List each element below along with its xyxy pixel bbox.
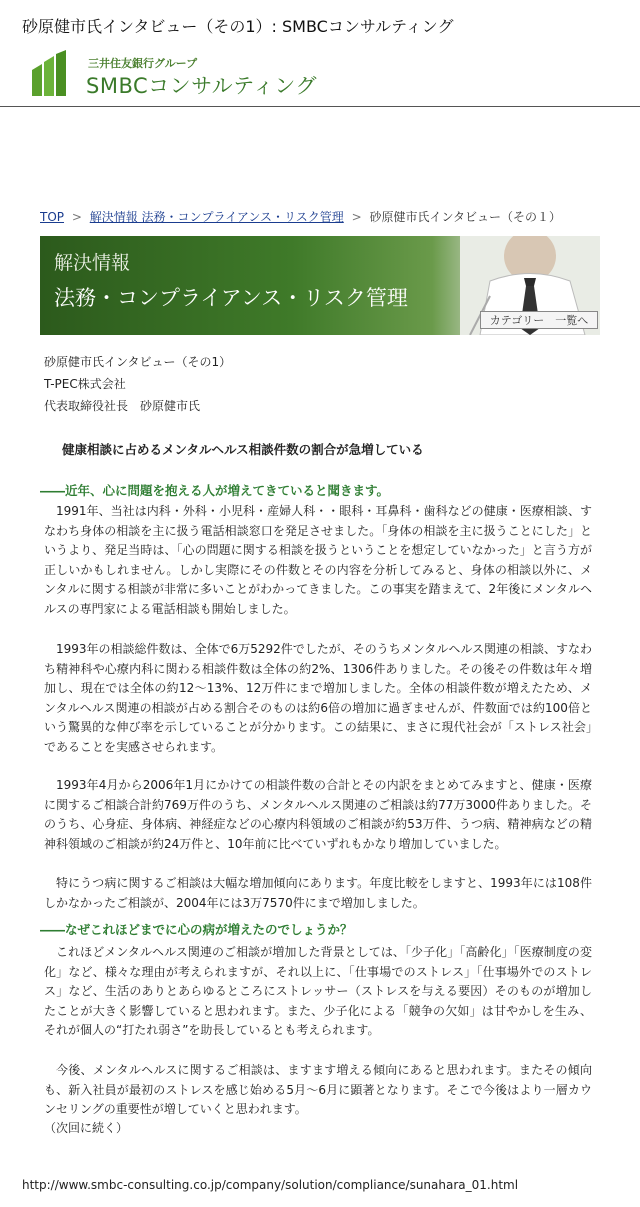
logo-group-name: 三井住友銀行グループ (88, 57, 198, 70)
answer-paragraph: 今後、メンタルヘルスに関するご相談は、ますます増える傾向にあると思われます。またその傾向も、新入社員が最初のストレスを感じ始める5月～6月に顕著となります。そこで今後はより一層カウンセリングの重要性が増していくと思われます。 (44, 1063, 592, 1117)
answer-paragraph: これほどメンタルヘルス関連のご相談が増加した背景としては、「少子化」「高齢化」「医療制度の変化」など、様々な理由が考えられますが、それ以上に、「仕事場でのストレス」「仕事場外でのストレス」など、生活のありとあらゆるところにストレッサー（ストレスを与える要因）そのものが増加したことが大きく影響していると思われます。また、少子化による「競争の欠如」は甘やかしを生み、それが個人の“打たれ弱さ”を助長しているとも考えられます。 (44, 945, 592, 1038)
breadcrumb-separator-icon: > (351, 210, 362, 224)
article-byline (44, 351, 231, 417)
banner-category: 解決情報 (54, 252, 131, 274)
article-headline: 健康相談に占めるメンタルヘルス相談件数の割合が急増している (62, 442, 424, 457)
category-banner (40, 236, 600, 335)
page-title: 砂原健市氏インタビュー（その1）: SMBCコンサルティング (22, 17, 454, 36)
interview-question-2: ――なぜこれほどまでに心の病が増えたのでしょうか？ (40, 922, 353, 937)
byline-company: T-PEC株式会社 (44, 377, 126, 391)
answer-paragraph: 1993年4月から2006年1月にかけての相談件数の合計とその内訳をまとめてみますと、健康・医療に関するご相談合計約769万件のうち、メンタルヘルス関連のご相談は約77万3000件ありました。そのうち、心身症、身体病、神経症などの心療内科領域のご相談が約53万件、うつ病、精神病などの精神科領域のご相談が約24万件と、10年前に比べていずれもかなり増加していました。 (44, 778, 592, 851)
to-be-continued-note: （次回に続く） (44, 1121, 129, 1135)
logo-company-name: SMBCコンサルティング (86, 74, 317, 98)
breadcrumb-top-link[interactable]: TOP (40, 210, 65, 224)
answer-paragraph: 1993年の相談総件数は、全体で6万5292件でしたが、そのうちメンタルヘルス関連の相談、すなわち精神科や心療内科に関わる相談件数は全体の約2%、1306件ありました。その後その件数は年々増加し、現在では全体の約12～13%、12万件にまで増加しました。全体の相談件数が増えたため、メンタルヘルス関連の相談が占める割合そのものは約6倍の増加に過ぎませんが、件数面では約100倍という驚異的な伸び率を示していることが分かります。この結果に、まさに現代社会が「ストレス社会」であることを実感させられます。 (44, 642, 592, 754)
category-list-button[interactable]: カテゴリー 一覧へ (480, 311, 598, 329)
smbc-logo-mark-icon (30, 50, 68, 98)
banner-title: 法務・コンプライアンス・リスク管理 (54, 286, 408, 310)
smbc-logo[interactable] (30, 50, 430, 100)
answer-paragraph: 1991年、当社は内科・外科・小児科・産婦人科・・眼科・耳鼻科・歯科などの健康・医療相談、すなわち身体の相談を主に扱う電話相談窓口を発足させました。「身体の相談を主に扱うことにした」というより、発足当時は、「心の問題に関する相談を扱うということを想定していなかった」と言う方が正しいかもしれません。しかし実際にその件数とその内容を分析してみると、身体の相談以外に、メンタルに関する相談が非常に多いことがわかってきました。この事実を踏まえて、2年後にメンタルヘルスの専門家による電話相談も開始しました。 (44, 504, 592, 616)
breadcrumb (40, 208, 620, 225)
breadcrumb-current: 砂原健市氏インタビュー（その１） (369, 210, 562, 224)
breadcrumb-separator-icon: > (71, 210, 82, 224)
breadcrumb-category-link[interactable]: 解決情報 法務・コンプライアンス・リスク管理 (89, 210, 344, 224)
byline-person: 代表取締役社長 砂原健市氏 (44, 399, 201, 413)
header-divider (0, 106, 640, 107)
answer-paragraph: 特にうつ病に関するご相談は大幅な増加傾向にあります。年度比較をしますと、1993年には108件しかなかったご相談が、2004年には3万7570件にまで増加しました。 (44, 876, 592, 910)
page-url: http://www.smbc-consulting.co.jp/company/solution/compliance/sunahara_01.html (22, 1178, 519, 1192)
interview-question-1: ――近年、心に問題を抱える人が増えてきていると聞きます。 (40, 483, 390, 498)
byline-title: 砂原健市氏インタビュー（その1） (44, 355, 232, 369)
